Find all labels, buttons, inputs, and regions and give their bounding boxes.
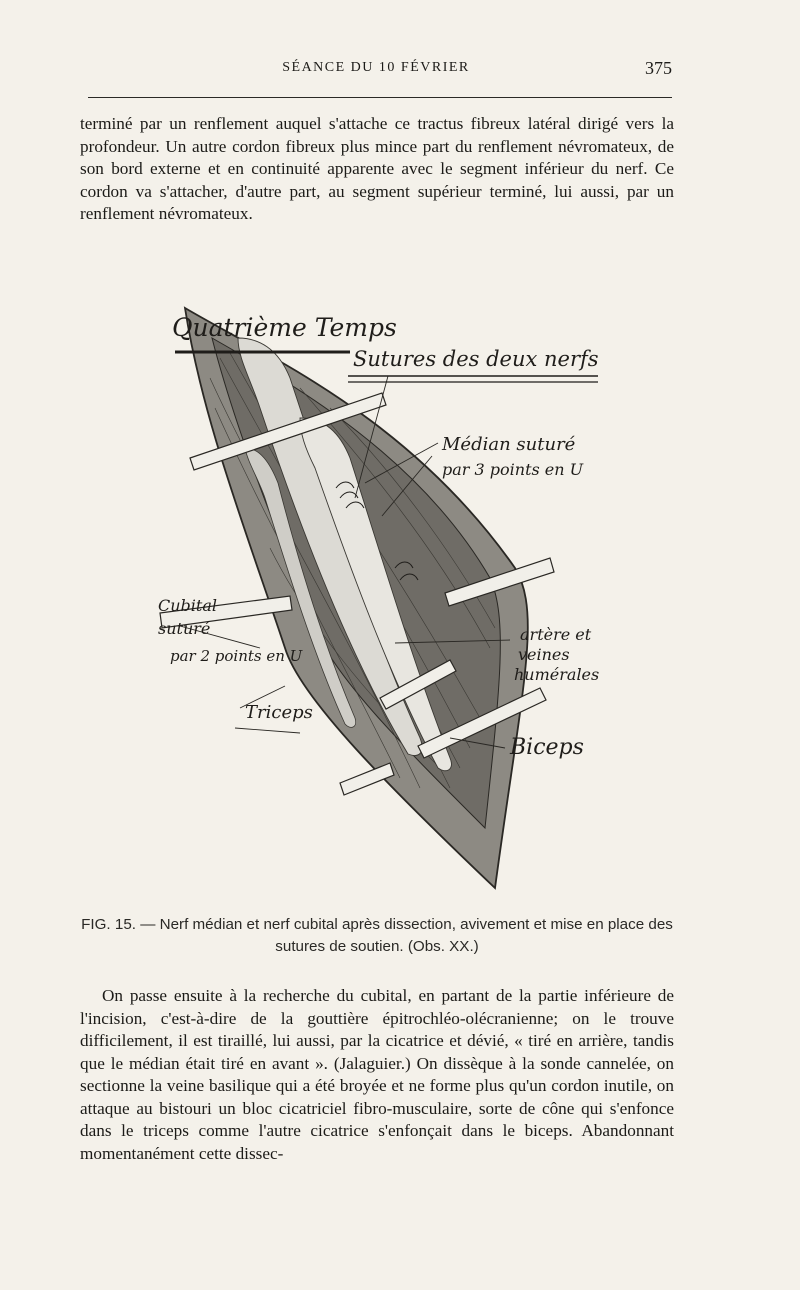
label-quatrieme-temps: Quatrième Temps [172,313,397,342]
label-median-1: Médian suturé [442,434,576,455]
running-head [80,58,672,82]
label-artere-2: veines [518,645,570,664]
label-triceps: Triceps [245,702,313,723]
header-rule [88,97,672,98]
label-sutures: Sutures des deux nerfs [353,347,599,371]
paragraph-1: terminé par un renflement auquel s'attache ce tractus fibreux latéral dirigé vers la profondeur. Un autre cordon fibreux plus mince part du renflement névromateux, de son bord externe et en continuité apparente avec le segment inférieur du nerf. Ce cordon va s'attacher, d'autre part, au segment supérieur terminé, lui aussi, par un renflement névromateux. [80,114,674,223]
label-artere-1: artère et [520,625,592,644]
paragraph-2-text: On passe ensuite à la recherche du cubital, en partant de la partie inférieure de l'incision, c'est-à-dire de la gouttière épitrochléo-olécranienne; on le trouve difficilement, il est tiraillé, lui aussi, par la cicatrice et dévié, « tiré en arrière, tandis que le médian était tiré en avant ». (Jalaguier.) On dissèque à la sonde cannelée, on sectionne la veine basilique qui a été broyée et ne forme plus qu'un cordon inutile, on attaque au bistouri un bloc cicatriciel fibro-musculaire, sorte de cône qui s'enfonce dans le triceps comme l'autre cicatrice s'enfonçait dans le biceps. Abandonnant momentanément cette dissec- [80,986,674,1163]
label-cubital-2: suturé [158,619,211,638]
running-title: SÉANCE DU 10 FÉVRIER [282,60,470,75]
dissection-drawing [150,268,610,900]
figure-15-illustration [150,268,610,900]
paragraph-2 [80,985,674,1165]
label-median-2: par 3 points en U [442,460,584,479]
label-artere-3: humérales [514,665,600,684]
label-biceps: Biceps [510,735,584,760]
page-number: 375 [645,58,672,78]
figure-caption: FIG. 15. — Nerf médian et nerf cubital après dissection, avivement et mise en place des sutures de soutien. (Obs. XX.) [81,916,673,955]
label-cubital-3: par 2 points en U [170,647,303,665]
label-cubital-1: Cubital [158,596,217,615]
